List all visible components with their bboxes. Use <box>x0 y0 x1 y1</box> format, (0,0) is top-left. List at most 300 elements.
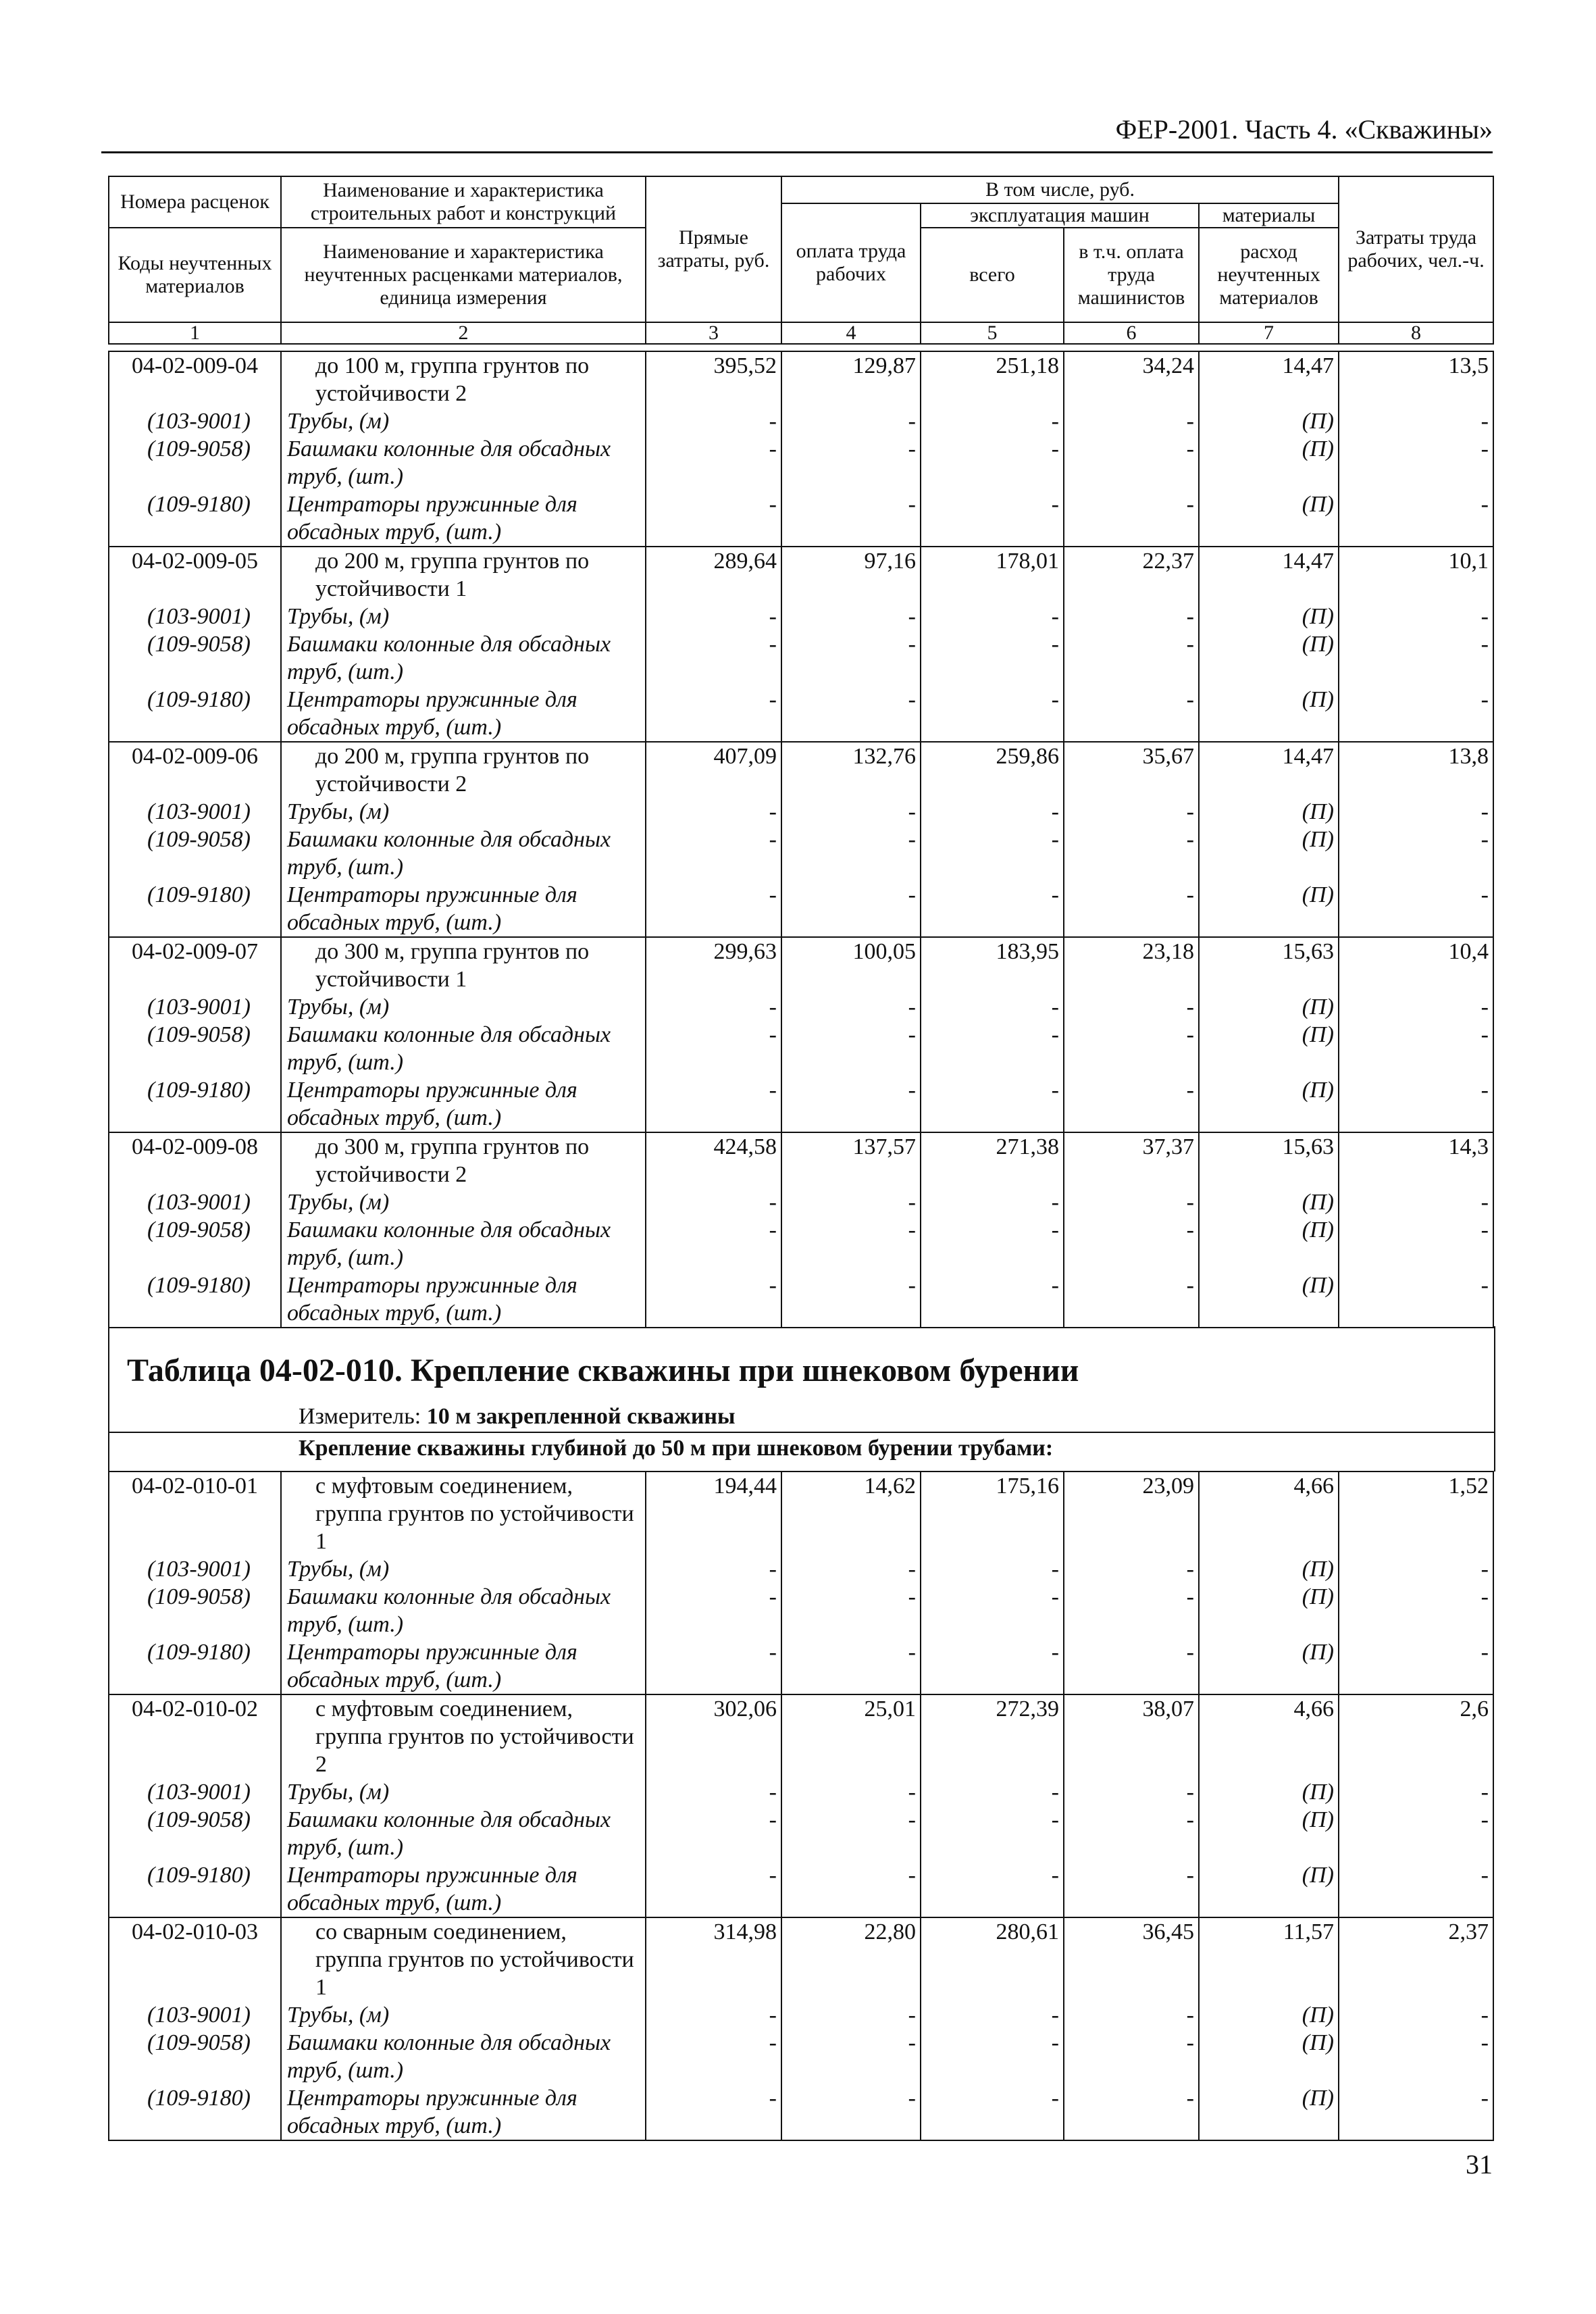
value-material <box>1199 658 1339 686</box>
value-machines: - <box>921 407 1064 435</box>
value-direct: 289,64 <box>646 547 781 575</box>
value-machines: - <box>921 603 1064 630</box>
material-code <box>109 1104 281 1132</box>
rate-row <box>109 937 1493 965</box>
material-code: (103-9001) <box>109 1188 281 1216</box>
value-direct <box>646 658 781 686</box>
material-name: Башмаки колонные для обсадных <box>281 1583 646 1611</box>
material-row <box>109 1834 1493 1861</box>
material-row <box>109 2112 1493 2140</box>
value-hours: - <box>1339 993 1493 1021</box>
value-hours <box>1339 1946 1493 2001</box>
material-row <box>109 435 1493 463</box>
value-labor: - <box>781 1778 921 1806</box>
value-machines <box>921 658 1064 686</box>
value-operators: - <box>1064 407 1199 435</box>
rate-name: группа грунтов по устойчивости 1 <box>281 1946 646 2001</box>
value-operators <box>1064 463 1199 491</box>
value-labor <box>781 1666 921 1694</box>
material-code: (103-9001) <box>109 1778 281 1806</box>
material-row <box>109 1583 1493 1611</box>
value-operators: 35,67 <box>1064 742 1199 770</box>
value-operators: - <box>1064 1216 1199 1244</box>
value-machines <box>921 1666 1064 1694</box>
value-operators <box>1064 965 1199 993</box>
value-material <box>1199 1104 1339 1132</box>
material-row <box>109 1188 1493 1216</box>
value-operators: 36,45 <box>1064 1917 1199 1946</box>
material-row <box>109 798 1493 826</box>
value-machines <box>921 1299 1064 1328</box>
value-direct: 302,06 <box>646 1694 781 1723</box>
value-direct: - <box>646 630 781 658</box>
material-code: (109-9058) <box>109 826 281 853</box>
value-operators <box>1064 1244 1199 1272</box>
value-labor: - <box>781 435 921 463</box>
value-direct <box>646 463 781 491</box>
value-labor <box>781 1244 921 1272</box>
material-row <box>109 1555 1493 1583</box>
header-rule <box>101 151 1493 153</box>
value-operators: - <box>1064 1272 1199 1299</box>
value-machines: - <box>921 630 1064 658</box>
value-labor <box>781 2112 921 2140</box>
value-direct: - <box>646 1583 781 1611</box>
rate-row <box>109 1694 1493 1723</box>
value-hours <box>1339 909 1493 937</box>
material-name: обсадных труб, (шт.) <box>281 1666 646 1694</box>
value-operators: - <box>1064 1861 1199 1889</box>
value-operators: - <box>1064 1806 1199 1834</box>
value-material: 4,66 <box>1199 1694 1339 1723</box>
material-code <box>109 853 281 881</box>
rate-code <box>109 770 281 798</box>
value-labor: 22,80 <box>781 1917 921 1946</box>
value-hours: - <box>1339 1861 1493 1889</box>
column-number: 2 <box>281 322 646 344</box>
value-operators: - <box>1064 630 1199 658</box>
value-machines: - <box>921 686 1064 713</box>
material-code: (109-9058) <box>109 2029 281 2057</box>
material-code: (103-9001) <box>109 798 281 826</box>
material-row <box>109 853 1493 881</box>
value-material <box>1199 1889 1339 1917</box>
value-machines: 251,18 <box>921 351 1064 380</box>
value-operators <box>1064 1104 1199 1132</box>
material-name: Башмаки колонные для обсадных <box>281 1216 646 1244</box>
value-hours: 2,6 <box>1339 1694 1493 1723</box>
header-direct-costs: Прямые затраты, руб. <box>646 176 781 322</box>
value-machines <box>921 770 1064 798</box>
meter-value: 10 м закрепленной скважины <box>426 1404 736 1429</box>
value-material: (П) <box>1199 686 1339 713</box>
material-row <box>109 713 1493 742</box>
material-name: труб, (шт.) <box>281 1049 646 1076</box>
value-labor: - <box>781 1216 921 1244</box>
material-row <box>109 1666 1493 1694</box>
rate-row-continuation <box>109 1161 1493 1188</box>
material-row <box>109 603 1493 630</box>
value-direct: - <box>646 881 781 909</box>
value-machines <box>921 2112 1064 2140</box>
value-machines <box>921 380 1064 407</box>
value-material: 4,66 <box>1199 1472 1339 1500</box>
value-material <box>1199 2057 1339 2084</box>
value-hours: 14,3 <box>1339 1132 1493 1161</box>
rate-row-continuation <box>109 380 1493 407</box>
material-code: (109-9058) <box>109 1021 281 1049</box>
material-row <box>109 1021 1493 1049</box>
page-number: 31 <box>1466 2149 1493 2180</box>
value-operators: 37,37 <box>1064 1132 1199 1161</box>
material-code: (103-9001) <box>109 603 281 630</box>
material-name: обсадных труб, (шт.) <box>281 2112 646 2140</box>
value-material <box>1199 1049 1339 1076</box>
value-operators <box>1064 658 1199 686</box>
value-hours <box>1339 770 1493 798</box>
rate-name: группа грунтов по устойчивости 1 <box>281 1500 646 1555</box>
value-labor: - <box>781 1188 921 1216</box>
value-labor: - <box>781 1638 921 1666</box>
value-labor: - <box>781 1076 921 1104</box>
material-name: Центраторы пружинные для <box>281 491 646 518</box>
value-labor <box>781 1723 921 1778</box>
value-hours: 1,52 <box>1339 1472 1493 1500</box>
value-operators: - <box>1064 798 1199 826</box>
value-hours <box>1339 2057 1493 2084</box>
material-name: Трубы, (м) <box>281 1778 646 1806</box>
value-labor <box>781 1946 921 2001</box>
rate-name: со сварным соединением, <box>281 1917 646 1946</box>
value-direct: - <box>646 826 781 853</box>
value-hours <box>1339 380 1493 407</box>
rate-row-continuation <box>109 1723 1493 1778</box>
value-material: (П) <box>1199 1076 1339 1104</box>
value-direct: - <box>646 1555 781 1583</box>
value-labor <box>781 1834 921 1861</box>
value-hours <box>1339 1834 1493 1861</box>
value-material <box>1199 909 1339 937</box>
value-hours <box>1339 575 1493 603</box>
value-labor <box>781 1299 921 1328</box>
value-hours <box>1339 853 1493 881</box>
rate-code: 04-02-010-02 <box>109 1694 281 1723</box>
value-hours: - <box>1339 435 1493 463</box>
material-name: труб, (шт.) <box>281 1611 646 1638</box>
value-material <box>1199 380 1339 407</box>
rate-code <box>109 575 281 603</box>
material-row <box>109 407 1493 435</box>
material-name: труб, (шт.) <box>281 853 646 881</box>
table-010-caption <box>108 1326 1495 1472</box>
material-row <box>109 630 1493 658</box>
material-name: Центраторы пружинные для <box>281 1076 646 1104</box>
rate-name: устойчивости 2 <box>281 770 646 798</box>
value-material <box>1199 1666 1339 1694</box>
value-operators: - <box>1064 2029 1199 2057</box>
header-work-name: Наименование и характеристика строительных работ и конструкций <box>281 176 646 228</box>
value-operators: 22,37 <box>1064 547 1199 575</box>
material-code <box>109 1299 281 1328</box>
value-machines: - <box>921 1583 1064 1611</box>
value-material <box>1199 1244 1339 1272</box>
value-direct: - <box>646 1806 781 1834</box>
value-direct <box>646 1723 781 1778</box>
value-material <box>1199 853 1339 881</box>
rate-row <box>109 1472 1493 1500</box>
rates-table-010 <box>108 1471 1494 2141</box>
value-labor: - <box>781 630 921 658</box>
value-direct: - <box>646 2029 781 2057</box>
rate-code <box>109 1723 281 1778</box>
value-direct: - <box>646 407 781 435</box>
column-numbers <box>109 322 1493 344</box>
material-row <box>109 1216 1493 1244</box>
value-hours: - <box>1339 491 1493 518</box>
material-name: Трубы, (м) <box>281 407 646 435</box>
value-direct: 407,09 <box>646 742 781 770</box>
material-code: (109-9058) <box>109 1583 281 1611</box>
value-operators: - <box>1064 2001 1199 2029</box>
value-material: (П) <box>1199 1861 1339 1889</box>
value-labor <box>781 909 921 937</box>
rate-name: до 300 м, группа грунтов по <box>281 1132 646 1161</box>
value-material: (П) <box>1199 1806 1339 1834</box>
column-number: 8 <box>1339 322 1493 344</box>
value-material: 14,47 <box>1199 547 1339 575</box>
value-labor: - <box>781 993 921 1021</box>
rate-name: с муфтовым соединением, <box>281 1472 646 1500</box>
value-labor <box>781 2057 921 2084</box>
value-machines: - <box>921 826 1064 853</box>
value-machines <box>921 1244 1064 1272</box>
material-name: труб, (шт.) <box>281 1244 646 1272</box>
value-labor: 129,87 <box>781 351 921 380</box>
value-operators: - <box>1064 826 1199 853</box>
value-hours <box>1339 1611 1493 1638</box>
value-operators <box>1064 380 1199 407</box>
value-hours: - <box>1339 1076 1493 1104</box>
value-material <box>1199 1500 1339 1555</box>
value-direct: - <box>646 1272 781 1299</box>
material-name: Центраторы пружинные для <box>281 686 646 713</box>
value-labor <box>781 965 921 993</box>
meter-label: Измеритель: <box>299 1404 421 1429</box>
value-labor: 100,05 <box>781 937 921 965</box>
value-direct <box>646 1946 781 2001</box>
header-material-consumption: расход неучтенных материалов <box>1199 228 1339 322</box>
value-direct: - <box>646 1216 781 1244</box>
value-direct <box>646 1500 781 1555</box>
rate-name: устойчивости 1 <box>281 965 646 993</box>
value-direct <box>646 1666 781 1694</box>
material-name: Башмаки колонные для обсадных <box>281 1806 646 1834</box>
table-header <box>108 176 1494 345</box>
material-row <box>109 463 1493 491</box>
material-name: труб, (шт.) <box>281 463 646 491</box>
value-direct: 194,44 <box>646 1472 781 1500</box>
value-direct <box>646 1049 781 1076</box>
value-material: (П) <box>1199 2084 1339 2112</box>
value-operators <box>1064 1161 1199 1188</box>
value-labor <box>781 713 921 742</box>
material-code <box>109 463 281 491</box>
value-direct <box>646 770 781 798</box>
material-code <box>109 909 281 937</box>
material-row <box>109 658 1493 686</box>
column-number: 1 <box>109 322 281 344</box>
value-hours: - <box>1339 1188 1493 1216</box>
value-material: 15,63 <box>1199 1132 1339 1161</box>
material-name: труб, (шт.) <box>281 2057 646 2084</box>
value-operators <box>1064 575 1199 603</box>
rate-code: 04-02-009-05 <box>109 547 281 575</box>
material-name: Центраторы пружинные для <box>281 2084 646 2112</box>
value-operators <box>1064 518 1199 547</box>
value-direct: - <box>646 1076 781 1104</box>
value-direct: - <box>646 798 781 826</box>
value-machines: - <box>921 1806 1064 1834</box>
material-name: Трубы, (м) <box>281 2001 646 2029</box>
value-operators: - <box>1064 1778 1199 1806</box>
material-row <box>109 2057 1493 2084</box>
rate-code: 04-02-010-03 <box>109 1917 281 1946</box>
value-labor: - <box>781 1806 921 1834</box>
material-code: (109-9180) <box>109 686 281 713</box>
value-hours <box>1339 1723 1493 1778</box>
material-code: (109-9058) <box>109 1806 281 1834</box>
value-operators: - <box>1064 2084 1199 2112</box>
column-number: 3 <box>646 322 781 344</box>
material-code: (109-9180) <box>109 1638 281 1666</box>
value-labor <box>781 380 921 407</box>
value-direct <box>646 1611 781 1638</box>
value-machines: - <box>921 1076 1064 1104</box>
value-labor: 25,01 <box>781 1694 921 1723</box>
material-name: Башмаки колонные для обсадных <box>281 2029 646 2057</box>
value-machines <box>921 2057 1064 2084</box>
rate-row-continuation <box>109 1946 1493 2001</box>
value-labor: - <box>781 2001 921 2029</box>
value-direct: 395,52 <box>646 351 781 380</box>
running-head: ФЕР-2001. Часть 4. «Скважины» <box>1115 114 1493 145</box>
value-material: 11,57 <box>1199 1917 1339 1946</box>
material-code: (109-9058) <box>109 1216 281 1244</box>
material-code: (103-9001) <box>109 407 281 435</box>
material-row <box>109 1272 1493 1299</box>
value-operators <box>1064 1666 1199 1694</box>
value-hours <box>1339 1299 1493 1328</box>
value-direct: - <box>646 1861 781 1889</box>
rate-row <box>109 1917 1493 1946</box>
value-hours: - <box>1339 2001 1493 2029</box>
rate-row-continuation <box>109 965 1493 993</box>
table-title: Таблица 04-02-010. Крепление скважины при шнековом бурении <box>127 1353 1079 1388</box>
rate-code: 04-02-009-06 <box>109 742 281 770</box>
value-hours <box>1339 1889 1493 1917</box>
material-row <box>109 491 1493 518</box>
value-machines <box>921 575 1064 603</box>
value-machines: 175,16 <box>921 1472 1064 1500</box>
value-direct: - <box>646 603 781 630</box>
value-hours <box>1339 658 1493 686</box>
material-name: обсадных труб, (шт.) <box>281 1104 646 1132</box>
material-row <box>109 2084 1493 2112</box>
value-hours: - <box>1339 1638 1493 1666</box>
value-machines: - <box>921 1216 1064 1244</box>
material-code <box>109 2057 281 2084</box>
value-material: (П) <box>1199 603 1339 630</box>
value-labor <box>781 1104 921 1132</box>
value-material: (П) <box>1199 1638 1339 1666</box>
value-operators <box>1064 713 1199 742</box>
material-code: (103-9001) <box>109 1555 281 1583</box>
value-material: (П) <box>1199 1555 1339 1583</box>
value-material: (П) <box>1199 491 1339 518</box>
material-code <box>109 2112 281 2140</box>
value-labor: 97,16 <box>781 547 921 575</box>
material-row <box>109 1638 1493 1666</box>
value-hours: - <box>1339 881 1493 909</box>
value-operators: - <box>1064 1076 1199 1104</box>
value-operators: - <box>1064 686 1199 713</box>
value-labor: 14,62 <box>781 1472 921 1500</box>
value-direct: 424,58 <box>646 1132 781 1161</box>
material-name: Трубы, (м) <box>281 993 646 1021</box>
value-machines <box>921 853 1064 881</box>
value-labor: - <box>781 2029 921 2057</box>
header-material-codes: Коды неучтенных материалов <box>109 228 281 322</box>
rate-name: до 200 м, группа грунтов по <box>281 547 646 575</box>
rate-code <box>109 1161 281 1188</box>
material-code: (109-9180) <box>109 1076 281 1104</box>
value-machines: 272,39 <box>921 1694 1064 1723</box>
value-machines: 178,01 <box>921 547 1064 575</box>
value-operators: 34,24 <box>1064 351 1199 380</box>
rate-code: 04-02-009-04 <box>109 351 281 380</box>
value-machines <box>921 965 1064 993</box>
value-labor <box>781 1049 921 1076</box>
material-row <box>109 518 1493 547</box>
value-hours <box>1339 1244 1493 1272</box>
value-machines: - <box>921 2001 1064 2029</box>
value-machines: - <box>921 1555 1064 1583</box>
material-row <box>109 1076 1493 1104</box>
value-labor <box>781 463 921 491</box>
value-material: (П) <box>1199 407 1339 435</box>
value-labor: - <box>781 1021 921 1049</box>
value-labor <box>781 1500 921 1555</box>
value-operators <box>1064 770 1199 798</box>
column-number: 5 <box>921 322 1064 344</box>
rate-name: до 100 м, группа грунтов по <box>281 351 646 380</box>
value-labor <box>781 658 921 686</box>
material-code: (109-9180) <box>109 2084 281 2112</box>
value-operators: 23,09 <box>1064 1472 1199 1500</box>
material-code <box>109 1889 281 1917</box>
value-material: (П) <box>1199 1188 1339 1216</box>
value-material: 14,47 <box>1199 742 1339 770</box>
value-labor: - <box>781 881 921 909</box>
rate-name: устойчивости 1 <box>281 575 646 603</box>
value-direct <box>646 518 781 547</box>
value-machines <box>921 713 1064 742</box>
value-machines: - <box>921 1861 1064 1889</box>
value-hours <box>1339 713 1493 742</box>
material-name: Башмаки колонные для обсадных <box>281 435 646 463</box>
value-direct <box>646 1104 781 1132</box>
value-machines: - <box>921 881 1064 909</box>
